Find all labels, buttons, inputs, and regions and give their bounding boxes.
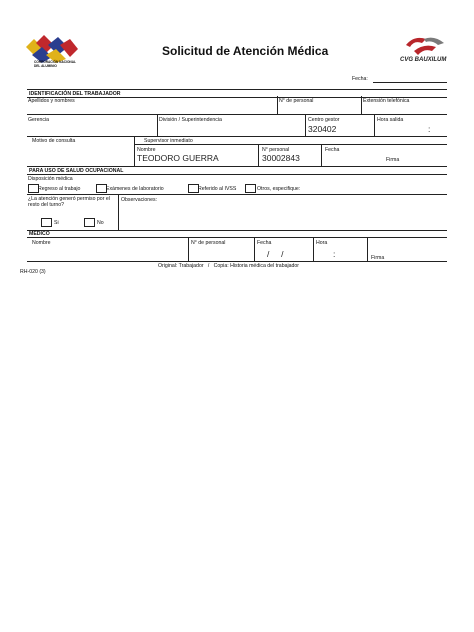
sup-firma-label: Firma [386, 157, 400, 163]
section-salud-title: PARA USO DE SALUD OCUPACIONAL [29, 168, 124, 174]
n-personal-input[interactable] [279, 104, 359, 113]
section-identificacion [27, 89, 447, 98]
division-label: División / Superintendencia [159, 117, 222, 123]
permiso-question: ¿La atención generó permiso por el resto del turno? [28, 196, 110, 208]
sup-n-personal-value[interactable]: 30002843 [262, 153, 300, 163]
referido-label: Referido al IVSS [198, 186, 237, 192]
distribution-note: Original: Trabajador / Copia: Historia médica del trabajador [158, 263, 299, 269]
no-checkbox[interactable] [84, 218, 95, 227]
sup-fecha-label: Fecha [325, 147, 340, 153]
centro-gestor-label: Centro gestor [308, 117, 340, 123]
si-checkbox[interactable] [41, 218, 52, 227]
medico-hora-label: Hora [316, 240, 328, 246]
right-logo-text: CVG BAUXILUM [400, 57, 447, 63]
section-medico [27, 230, 447, 238]
sup-nombre-value[interactable]: TEODORO GUERRA [137, 153, 219, 163]
observaciones-label: Observaciones: [121, 197, 158, 203]
otros-checkbox[interactable] [245, 184, 256, 193]
fecha-label: Fecha: [352, 76, 368, 82]
page-title: Solicitud de Atención Médica [162, 44, 329, 58]
supervisor-label: Supervisor inmediato [144, 138, 193, 144]
hora-salida-label: Hora salida [377, 117, 404, 123]
motivo-label: Motivo de consulta [32, 138, 76, 144]
section-medico-title: MÉDICO [29, 231, 50, 237]
examenes-label: Exámenes de laboratorio [106, 186, 164, 192]
observaciones-input[interactable] [121, 204, 445, 229]
gerencia-input[interactable] [28, 124, 155, 134]
si-label: Si [54, 220, 59, 226]
medico-fecha-value[interactable]: / / [267, 249, 284, 259]
medico-firma-label: Firma [371, 255, 385, 261]
medico-nombre-label: Nombre [32, 240, 51, 246]
left-logo-text: CORPORACIÓN NACIONAL DEL ALUMINIO [34, 60, 76, 68]
motivo-input[interactable] [28, 144, 132, 164]
medico-nombre-input[interactable] [30, 247, 186, 259]
sup-nombre-label: Nombre [137, 147, 156, 153]
sup-firma-input[interactable] [404, 150, 446, 163]
n-personal-label: N° de personal [279, 98, 314, 104]
cvg-aluminio-logo [24, 33, 82, 73]
apellidos-label: Apellidos y nombres [28, 98, 75, 104]
no-label: No [97, 220, 104, 226]
medico-firma-input[interactable] [388, 246, 445, 259]
extension-label: Extensión telefónica [363, 98, 410, 104]
otros-label: Otros, especifique: [257, 186, 301, 192]
section-identificacion-title: IDENTIFICACIÓN DEL TRABAJADOR [29, 91, 121, 97]
division-input[interactable] [159, 124, 302, 134]
otros-input[interactable] [312, 184, 446, 193]
extension-input[interactable] [363, 104, 445, 113]
hora-salida-value[interactable]: : [428, 124, 431, 134]
medico-fecha-label: Fecha [257, 240, 272, 246]
medico-n-personal-label: N° de personal [191, 240, 226, 246]
gerencia-label: Gerencia [28, 117, 50, 123]
disposicion-label: Disposición médica [28, 176, 73, 182]
form-code: RH-020 (3) [20, 269, 46, 275]
centro-gestor-value[interactable]: 320402 [308, 124, 337, 134]
section-salud [27, 166, 447, 175]
cvg-bauxilum-logo [400, 35, 450, 65]
regreso-label: Regreso al trabajo [38, 186, 81, 192]
sup-n-personal-label: N° personal [262, 147, 290, 153]
sup-fecha-input[interactable] [325, 153, 380, 163]
medico-hora-value[interactable]: : [333, 249, 336, 259]
medico-n-personal-input[interactable] [191, 247, 251, 259]
apellidos-input[interactable] [28, 104, 274, 113]
fecha-line [373, 82, 447, 83]
